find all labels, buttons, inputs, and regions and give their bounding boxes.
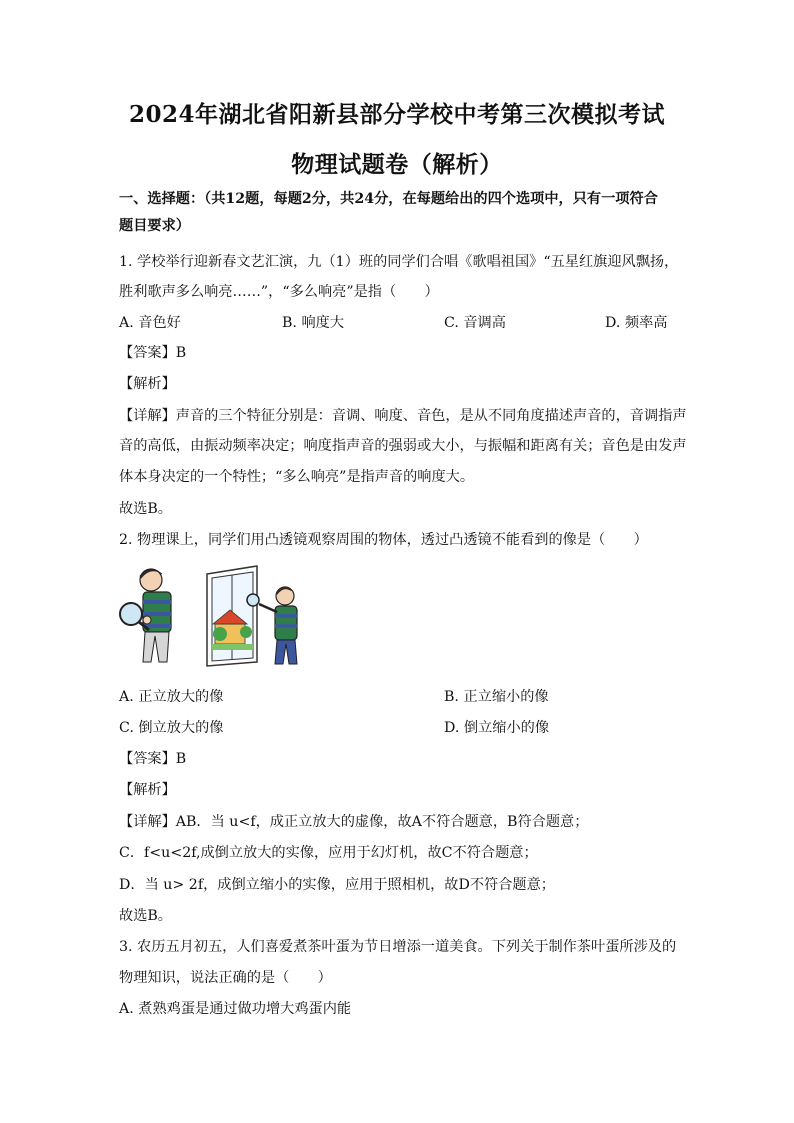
q2-detail-line: D．当 u> 2f，成倒立缩小的实像，应用于照相机，故D不符合题意；: [119, 877, 555, 893]
q2-detail-line: C．f<u<2f,成倒立放大的实像，应用于幻灯机，故C不符合题意；: [119, 845, 538, 861]
q1-analysis-label: 【解析】: [119, 376, 176, 392]
q1-stem-cont: 胜利歌声多么响亮……”，“多么响亮”是指（ ）: [119, 284, 439, 300]
q1-answer: 【答案】B: [119, 345, 187, 361]
q1-detail-line: 音的高低，由振动频率决定；响度指声音的强弱或大小，与振幅和距离有关；音色是由发声: [119, 438, 687, 454]
q2-stem: 2. 物理课上，同学们用凸透镜观察周围的物体，透过凸透镜不能看到的像是（ ）: [119, 532, 648, 548]
page-subtitle: 物理试题卷（解析）: [291, 151, 503, 178]
q3-stem-cont: 物理知识，说法正确的是（ ）: [119, 970, 332, 986]
page-title: 2024年湖北省阳新县部分学校中考第三次模拟考试: [128, 101, 665, 128]
q2-option-d: D. 倒立缩小的像: [444, 720, 550, 736]
q1-detail-line: 体本身决定的一个特性；“多么响亮”是指声音的响度大。: [119, 469, 475, 485]
q1-option-c: C. 音调高: [444, 315, 506, 331]
q2-answer: 【答案】B: [119, 751, 187, 767]
q2-analysis-label: 【解析】: [119, 782, 176, 798]
boy-looking-figure: [259, 587, 297, 664]
q1-option-a: A. 音色好: [119, 315, 181, 331]
q3-option-a: A. 煮熟鸡蛋是通过做功增大鸡蛋内能: [119, 1001, 352, 1017]
section-heading: 一、选择题：（共12题，每题2分，共24分，在每题给出的四个选项中，只有一项符合: [119, 191, 658, 207]
q2-detail-line: 【详解】AB．当 u<f，成正立放大的虚像，故A不符合题意，B符合题意；: [119, 814, 589, 830]
q1-detail-line: 【详解】声音的三个特征分别是：音调、响度、音色，是从不同角度描述声音的，音调指声: [119, 408, 687, 424]
q3-stem: 3. 农历五月初五，人们喜爱煮茶叶蛋为节日增添一道美食。下列关于制作茶叶蛋所涉及的: [119, 939, 677, 955]
window-with-house-figure: [207, 566, 259, 666]
boy-with-magnifier-figure: [120, 569, 171, 662]
q2-conclusion: 故选B。: [119, 908, 172, 924]
q1-stem: 1. 学校举行迎新春文艺汇演，九（1）班的同学们合唱《歌唱祖国》“五星红旗迎风飘扬，: [119, 254, 679, 270]
q1-option-d: D. 频率高: [605, 315, 668, 331]
convex-lens-illustration: [119, 562, 309, 672]
section-heading-cont: 题目要求）: [119, 218, 190, 234]
q1-conclusion: 故选B。: [119, 501, 172, 517]
q2-option-b: B. 正立缩小的像: [444, 689, 549, 705]
q2-option-c: C. 倒立放大的像: [119, 720, 224, 736]
q2-option-a: A. 正立放大的像: [119, 689, 224, 705]
q1-option-b: B. 响度大: [282, 315, 345, 331]
